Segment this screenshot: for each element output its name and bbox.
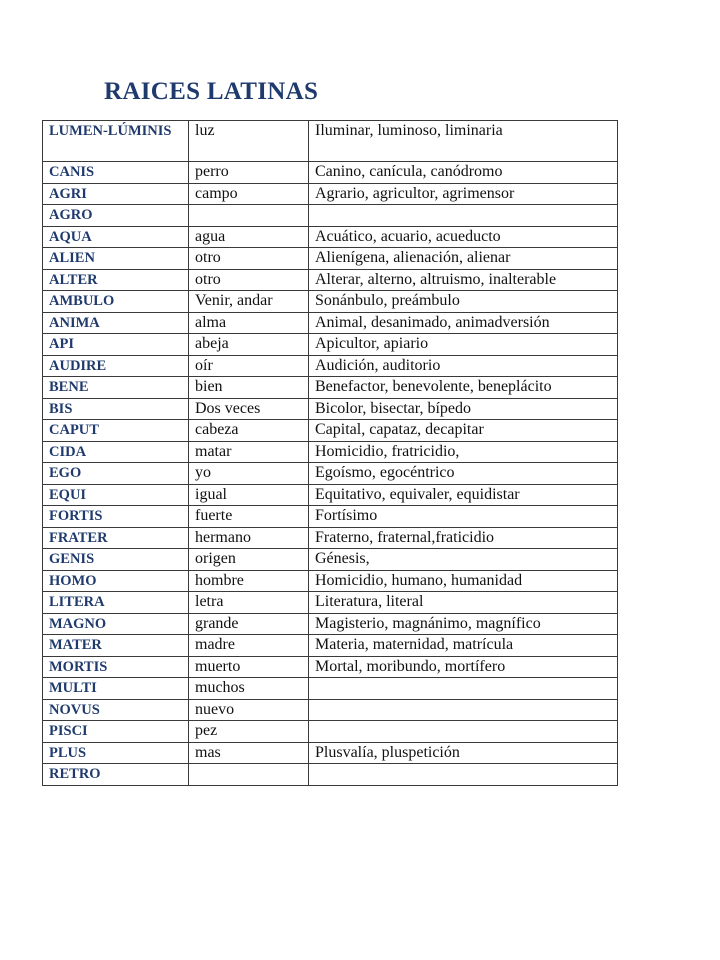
meaning-cell: igual	[189, 484, 309, 506]
table-row	[43, 312, 618, 334]
table-row	[43, 291, 618, 313]
meaning-cell: agua	[189, 226, 309, 248]
meaning-cell: abeja	[189, 334, 309, 356]
examples-cell: Homicidio, humano, humanidad	[309, 570, 618, 592]
root-cell: AQUA	[43, 226, 189, 248]
table-row	[43, 121, 618, 162]
table-row	[43, 269, 618, 291]
examples-cell: Iluminar, luminoso, liminaria	[309, 121, 618, 162]
table-row	[43, 549, 618, 571]
root-cell: PLUS	[43, 742, 189, 764]
root-cell: AGRI	[43, 183, 189, 205]
root-cell: BIS	[43, 398, 189, 420]
root-cell: BENE	[43, 377, 189, 399]
meaning-cell: campo	[189, 183, 309, 205]
examples-cell: Literatura, literal	[309, 592, 618, 614]
root-cell: CANIS	[43, 162, 189, 184]
root-cell: MULTI	[43, 678, 189, 700]
table-row	[43, 592, 618, 614]
meaning-cell: bien	[189, 377, 309, 399]
examples-cell: Génesis,	[309, 549, 618, 571]
table-row	[43, 721, 618, 743]
meaning-cell: muerto	[189, 656, 309, 678]
meaning-cell: luz	[189, 121, 309, 162]
meaning-cell: hermano	[189, 527, 309, 549]
examples-cell: Animal, desanimado, animadversión	[309, 312, 618, 334]
table-row	[43, 334, 618, 356]
meaning-cell: pez	[189, 721, 309, 743]
examples-cell	[309, 721, 618, 743]
examples-cell: Benefactor, benevolente, beneplácito	[309, 377, 618, 399]
root-cell: ALTER	[43, 269, 189, 291]
document-title: RAICES LATINAS	[104, 78, 319, 105]
root-cell: FRATER	[43, 527, 189, 549]
table-row	[43, 420, 618, 442]
table-row	[43, 398, 618, 420]
table-row	[43, 484, 618, 506]
table-row	[43, 226, 618, 248]
table-row	[43, 377, 618, 399]
table-row	[43, 742, 618, 764]
examples-cell: Audición, auditorio	[309, 355, 618, 377]
examples-cell: Fortísimo	[309, 506, 618, 528]
root-cell: LITERA	[43, 592, 189, 614]
examples-cell: Homicidio, fratricidio,	[309, 441, 618, 463]
examples-cell: Plusvalía, pluspetición	[309, 742, 618, 764]
table-row	[43, 463, 618, 485]
examples-cell	[309, 764, 618, 786]
table-body	[43, 121, 618, 786]
table-row	[43, 678, 618, 700]
table-row	[43, 635, 618, 657]
root-cell: MAGNO	[43, 613, 189, 635]
root-cell: AGRO	[43, 205, 189, 227]
root-cell: FORTIS	[43, 506, 189, 528]
root-cell: ANIMA	[43, 312, 189, 334]
meaning-cell: hombre	[189, 570, 309, 592]
meaning-cell	[189, 205, 309, 227]
meaning-cell: Venir, andar	[189, 291, 309, 313]
table-row	[43, 248, 618, 270]
examples-cell: Mortal, moribundo, mortífero	[309, 656, 618, 678]
examples-cell: Fraterno, fraternal,fraticidio	[309, 527, 618, 549]
table-row	[43, 162, 618, 184]
table-row	[43, 656, 618, 678]
table-row	[43, 764, 618, 786]
meaning-cell: nuevo	[189, 699, 309, 721]
root-cell: CAPUT	[43, 420, 189, 442]
table-row	[43, 205, 618, 227]
meaning-cell: matar	[189, 441, 309, 463]
meaning-cell: muchos	[189, 678, 309, 700]
examples-cell	[309, 205, 618, 227]
examples-cell	[309, 699, 618, 721]
examples-cell: Equitativo, equivaler, equidistar	[309, 484, 618, 506]
meaning-cell: letra	[189, 592, 309, 614]
examples-cell: Acuático, acuario, acueducto	[309, 226, 618, 248]
meaning-cell: fuerte	[189, 506, 309, 528]
root-cell: MATER	[43, 635, 189, 657]
meaning-cell	[189, 764, 309, 786]
examples-cell: Bicolor, bisectar, bípedo	[309, 398, 618, 420]
root-cell: API	[43, 334, 189, 356]
meaning-cell: alma	[189, 312, 309, 334]
table-row	[43, 506, 618, 528]
examples-cell: Magisterio, magnánimo, magnífico	[309, 613, 618, 635]
meaning-cell: mas	[189, 742, 309, 764]
table-row	[43, 183, 618, 205]
table-row	[43, 441, 618, 463]
table-row	[43, 699, 618, 721]
examples-cell: Alienígena, alienación, alienar	[309, 248, 618, 270]
latin-roots-table	[42, 120, 618, 786]
meaning-cell: Dos veces	[189, 398, 309, 420]
examples-cell: Materia, maternidad, matrícula	[309, 635, 618, 657]
root-cell: AMBULO	[43, 291, 189, 313]
root-cell: HOMO	[43, 570, 189, 592]
meaning-cell: grande	[189, 613, 309, 635]
examples-cell: Egoísmo, egocéntrico	[309, 463, 618, 485]
meaning-cell: otro	[189, 269, 309, 291]
root-cell: EQUI	[43, 484, 189, 506]
meaning-cell: perro	[189, 162, 309, 184]
meaning-cell: yo	[189, 463, 309, 485]
table-row	[43, 355, 618, 377]
root-cell: ALIEN	[43, 248, 189, 270]
meaning-cell: otro	[189, 248, 309, 270]
examples-cell: Canino, canícula, canódromo	[309, 162, 618, 184]
meaning-cell: madre	[189, 635, 309, 657]
examples-cell: Apicultor, apiario	[309, 334, 618, 356]
root-cell: GENIS	[43, 549, 189, 571]
examples-cell: Sonánbulo, preámbulo	[309, 291, 618, 313]
root-cell: MORTIS	[43, 656, 189, 678]
root-cell: EGO	[43, 463, 189, 485]
root-cell: PISCI	[43, 721, 189, 743]
table-row	[43, 613, 618, 635]
table-row	[43, 570, 618, 592]
root-cell: RETRO	[43, 764, 189, 786]
table-row	[43, 527, 618, 549]
root-cell: AUDIRE	[43, 355, 189, 377]
meaning-cell: oír	[189, 355, 309, 377]
meaning-cell: cabeza	[189, 420, 309, 442]
root-cell: NOVUS	[43, 699, 189, 721]
meaning-cell: origen	[189, 549, 309, 571]
root-cell: CIDA	[43, 441, 189, 463]
root-cell: LUMEN-LÚMINIS	[43, 121, 189, 162]
examples-cell	[309, 678, 618, 700]
examples-cell: Alterar, alterno, altruismo, inalterable	[309, 269, 618, 291]
examples-cell: Capital, capataz, decapitar	[309, 420, 618, 442]
examples-cell: Agrario, agricultor, agrimensor	[309, 183, 618, 205]
